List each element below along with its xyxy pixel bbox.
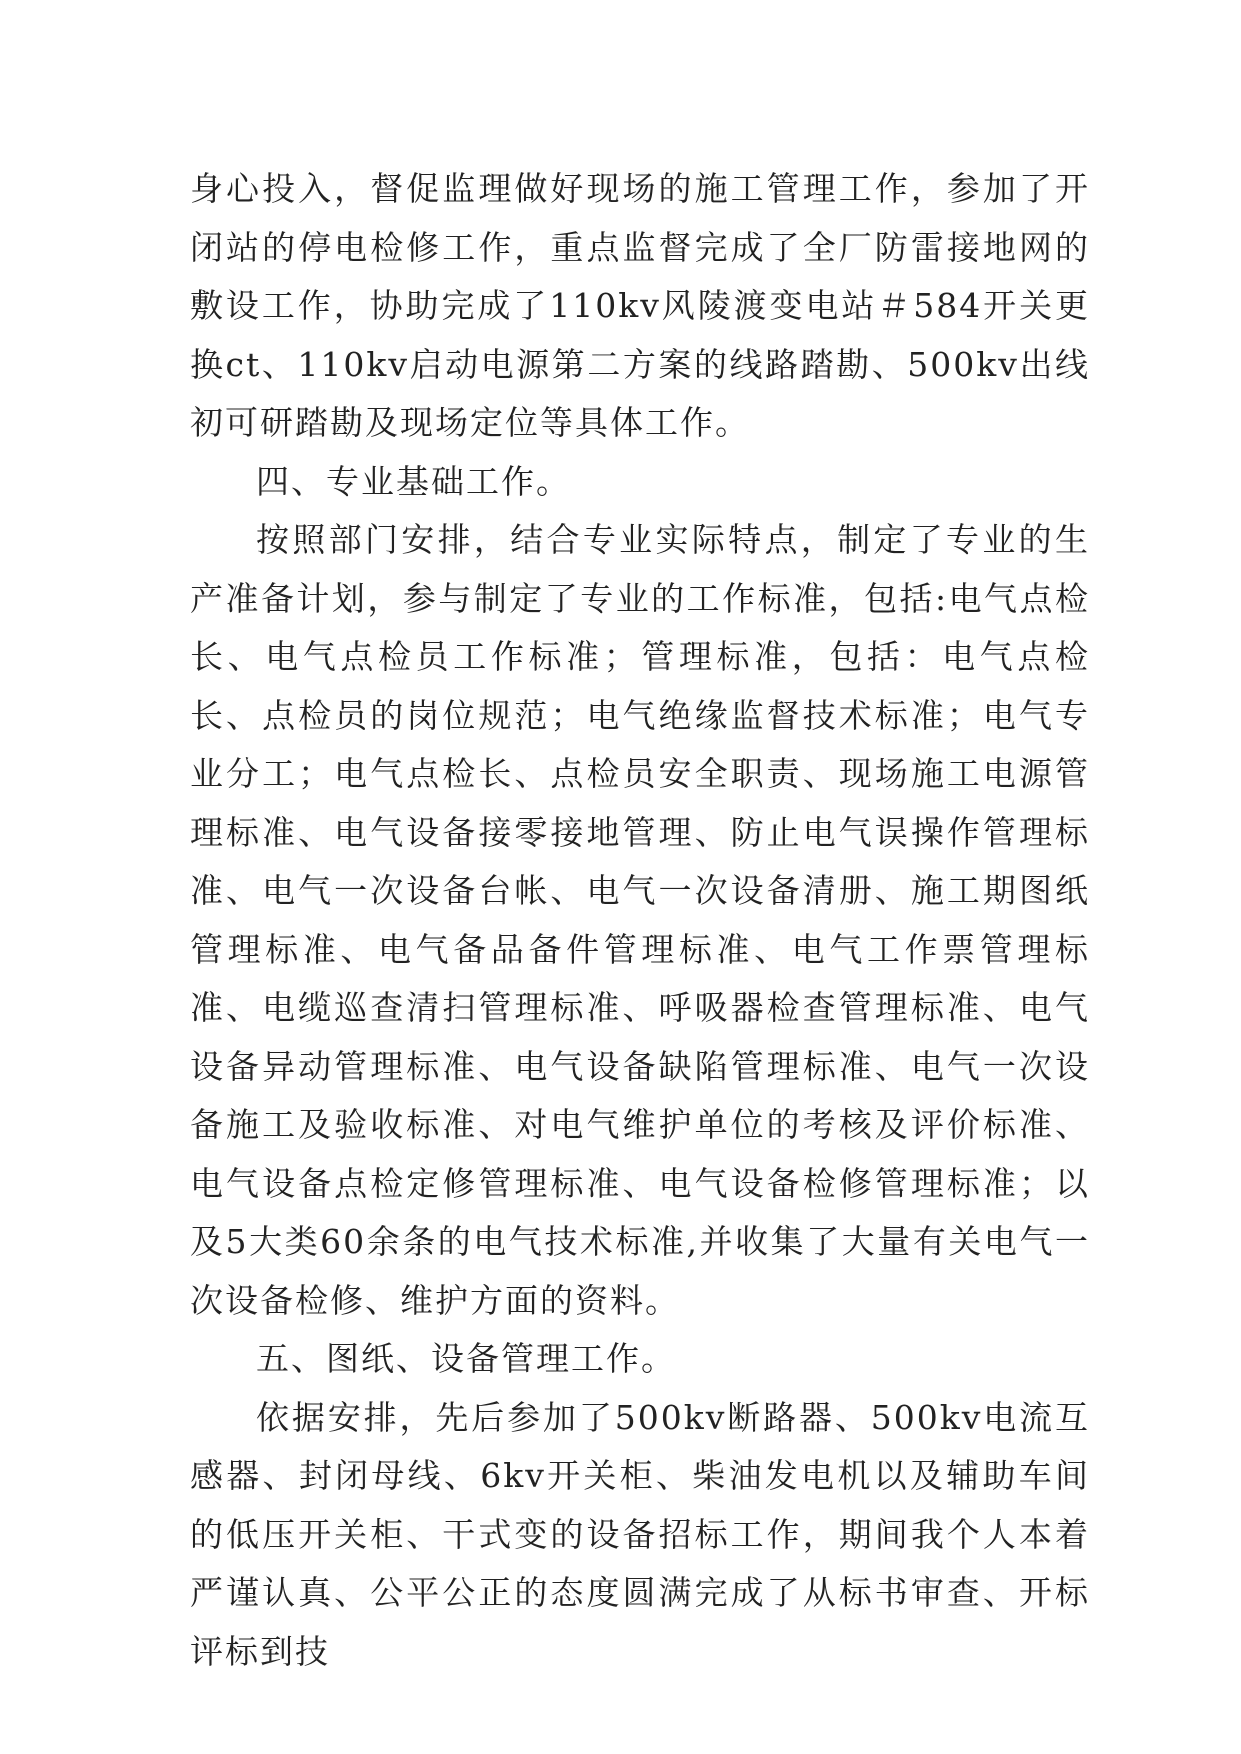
paragraph-continuation: 身心投入，督促监理做好现场的施工管理工作，参加了开闭站的停电检修工作，重点监督完成了全厂防雷接地网的敷设工作，协助完成了110kv风陵渡变电站＃584开关更换ct、110kv启动电源第二方案的线路踏勘、500kv出线初可研踏勘及现场定位等具体工作。	[190, 169, 1090, 442]
section-heading-5: 五、图纸、设备管理工作。	[256, 1339, 676, 1378]
paragraph-equipment-management: 依据安排，先后参加了500kv断路器、500kv电流互感器、封闭母线、6kv开关柜、柴油发电机以及辅助车间的低压开关柜、干式变的设备招标工作，期间我个人本着严谨认真、公平公正的态度圆满完成了从标书审查、开标评标到技	[190, 1397, 1090, 1671]
paragraph-professional-basics: 按照部门安排，结合专业实际特点，制定了专业的生产准备计划，参与制定了专业的工作标准，包括:电气点检长、电气点检员工作标准；管理标准，包括：电气点检长、点检员的岗位规范；电气绝缘监督技术标准；电气专业分工；电气点检长、点检员安全职责、现场施工电源管理标准、电气设备接零接地管理、防止电气误操作管理标准、电气一次设备台帐、电气一次设备清册、施工期图纸管理标准、电气备品备件管理标准、电气工作票管理标准、电缆巡查清扫管理标准、呼吸器检查管理标准、电气设备异动管理标准、电气设备缺陷管理标准、电气一次设备施工及验收标准、对电气维护单位的考核及评价标准、电气设备点检定修管理标准、电气设备检修管理标准；以及5大类60余条的电气技术标准,并收集了大量有关电气一次设备检修、维护方面的资料。	[190, 520, 1090, 1320]
document-body	[190, 160, 1090, 1681]
section-heading-4: 四、专业基础工作。	[256, 461, 571, 501]
